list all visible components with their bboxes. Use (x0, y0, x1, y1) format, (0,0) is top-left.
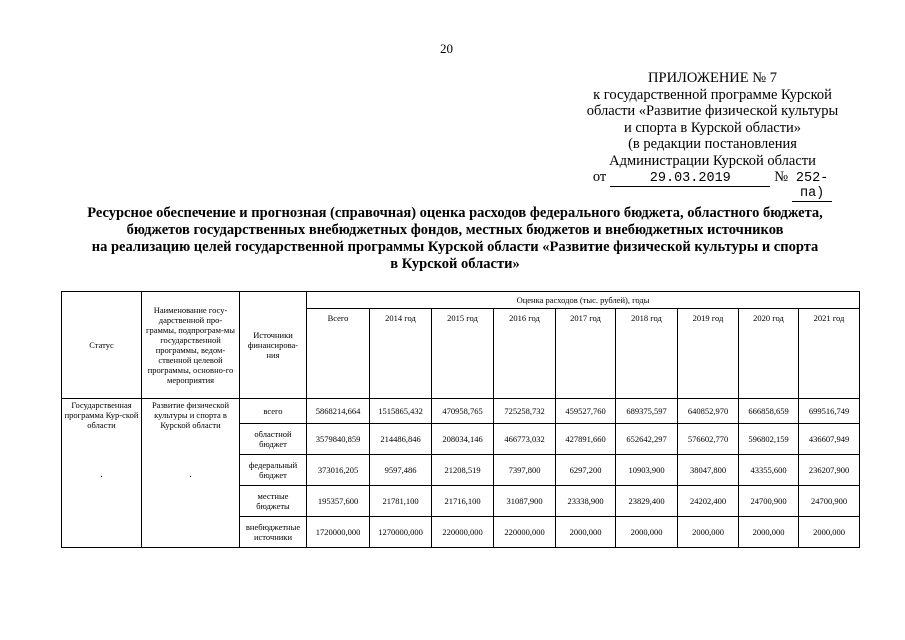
header-year: 2018 год (616, 309, 678, 399)
value-cell: 23338,900 (556, 486, 616, 517)
header-sources: Источники финансирова-ния (240, 292, 307, 399)
dot-mark: . (189, 469, 192, 480)
value-cell: 43355,600 (739, 455, 799, 486)
value-cell: 220000,000 (494, 517, 556, 548)
value-cell: 208034,146 (432, 424, 494, 455)
source-cell: местные бюджеты (240, 486, 307, 517)
value-cell: 373016,205 (307, 455, 370, 486)
appendix-line: к государственной программе Курской (593, 86, 832, 103)
value-cell: 459527,760 (556, 399, 616, 424)
value-cell: 666858,659 (739, 399, 799, 424)
number-label: № (774, 169, 789, 185)
value-cell: 24202,400 (678, 486, 739, 517)
status-cell (62, 399, 142, 548)
value-cell: 427891,660 (556, 424, 616, 455)
value-cell: 21781,100 (370, 486, 432, 517)
source-cell: всего (240, 399, 307, 424)
decree-number: 252-па) (792, 171, 832, 202)
program-name-cell (142, 399, 240, 548)
value-cell: 2000,000 (616, 517, 678, 548)
value-cell: 9597,486 (370, 455, 432, 486)
appendix-line: ПРИЛОЖЕНИЕ № 7 (648, 70, 777, 86)
value-cell: 21208,519 (432, 455, 494, 486)
appendix-line: Администрации Курской области (609, 152, 816, 169)
page-number: 20 (440, 41, 453, 56)
decree-date-row (560, 169, 865, 202)
from-label: от (592, 169, 607, 185)
value-cell: 576602,770 (678, 424, 739, 455)
value-cell: 24700,900 (739, 486, 799, 517)
value-cell: 2000,000 (799, 517, 860, 548)
title-line: на реализацию целей государственной программы Курской области «Развитие физической культуры и спорта (91, 239, 819, 255)
header-year: 2016 год (494, 309, 556, 399)
header-year: 2015 год (432, 309, 494, 399)
appendix-line: и спорта в Курской области» (623, 119, 802, 136)
header-year: 2014 год (370, 309, 432, 399)
header-year: 2020 год (739, 309, 799, 399)
value-cell: 466773,032 (494, 424, 556, 455)
value-cell: 31087,900 (494, 486, 556, 517)
value-cell: 24700,900 (799, 486, 860, 517)
value-cell: 2000,000 (556, 517, 616, 548)
status-text: Государственная программа Кур-ской области (64, 400, 139, 430)
source-cell: внебюджетные источники (240, 517, 307, 548)
program-name-text: Развитие физической культуры и спорта в Курской области (151, 400, 230, 430)
budget-table (61, 291, 860, 548)
value-cell: 1720000,000 (307, 517, 370, 548)
appendix-line: области «Развитие физической культуры (586, 103, 839, 119)
appendix-block (560, 70, 865, 202)
value-cell: 640852,970 (678, 399, 739, 424)
value-cell: 436607,949 (799, 424, 860, 455)
header-year: 2017 год (556, 309, 616, 399)
header-program-name: Наименование госу-дарственной про-граммы, подпрограм-мы государственной программы, ведом-ственной целевой программы, основно-го мероприятия (142, 292, 240, 399)
value-cell: 38047,800 (678, 455, 739, 486)
value-cell: 195357,600 (307, 486, 370, 517)
table-row (62, 399, 860, 424)
decree-date: 29.03.2019 (610, 171, 770, 187)
header-status: Статус (62, 292, 142, 399)
header-total: Всего (307, 309, 370, 399)
value-cell: 3579840,859 (307, 424, 370, 455)
value-cell: 7397,800 (494, 455, 556, 486)
value-cell: 21716,100 (432, 486, 494, 517)
value-cell: 689375,597 (616, 399, 678, 424)
value-cell: 596802,159 (739, 424, 799, 455)
value-cell: 23829,400 (616, 486, 678, 517)
title-line: бюджетов государственных внебюджетных фондов, местных бюджетов и внебюджетных источников (126, 222, 784, 238)
value-cell: 214486,846 (370, 424, 432, 455)
value-cell: 220000,000 (432, 517, 494, 548)
document-title (60, 205, 850, 273)
header-year: 2019 год (678, 309, 739, 399)
value-cell: 236207,900 (799, 455, 860, 486)
appendix-line: (в редакции постановления (628, 136, 797, 152)
value-cell: 699516,749 (799, 399, 860, 424)
title-line: Ресурсное обеспечение и прогнозная (справочная) оценка расходов федерального бюджета, областного бюджета, (87, 205, 823, 221)
source-cell: федеральный бюджет (240, 455, 307, 486)
source-cell: областной бюджет (240, 424, 307, 455)
header-year: 2021 год (799, 309, 860, 399)
value-cell: 2000,000 (678, 517, 739, 548)
value-cell: 6297,200 (556, 455, 616, 486)
title-line: в Курской области» (390, 256, 520, 272)
value-cell: 1515865,432 (370, 399, 432, 424)
value-cell: 725258,732 (494, 399, 556, 424)
dot-mark: . (100, 469, 103, 480)
value-cell: 652642,297 (616, 424, 678, 455)
value-cell: 470958,765 (432, 399, 494, 424)
header-estimate: Оценка расходов (тыс. рублей), годы (307, 292, 860, 309)
value-cell: 5868214,664 (307, 399, 370, 424)
value-cell: 2000,000 (739, 517, 799, 548)
value-cell: 10903,900 (616, 455, 678, 486)
value-cell: 1270000,000 (370, 517, 432, 548)
